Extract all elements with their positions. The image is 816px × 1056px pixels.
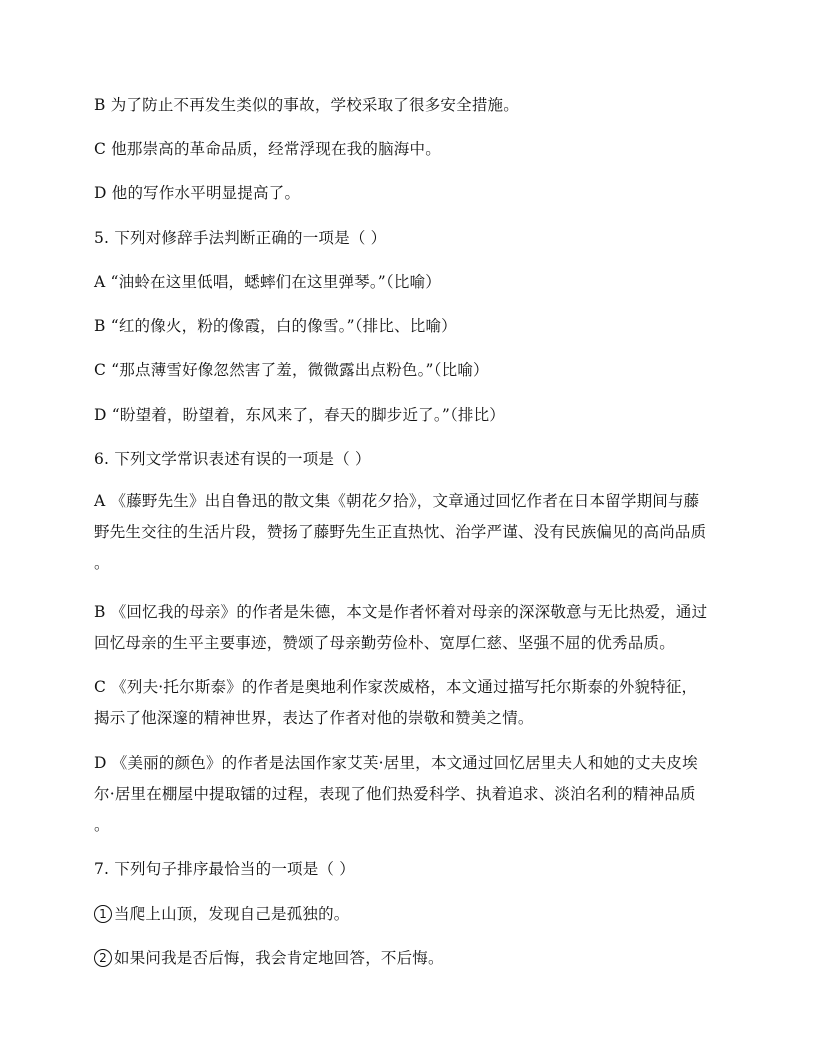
q5-option-d: D “盼望着，盼望着，东风来了，春天的脚步近了。”（排比） bbox=[94, 406, 506, 424]
q5-option-c: C “那点薄雪好像忽然害了羞，微微露出点粉色。”（比喻） bbox=[94, 361, 489, 379]
q6-option-d bbox=[94, 748, 720, 841]
q6-option-c-line-1: C 《列夫·托尔斯泰》的作者是奥地利作家茨威格，本文通过描写托尔斯泰的外貌特征， bbox=[94, 678, 698, 696]
q6-option-a-line-1: A 《藤野先生》出自鲁迅的散文集《朝花夕拾》，文章通过回忆作者在日本留学期间与藤 bbox=[94, 492, 700, 510]
q4-option-d: D 他的写作水平明显提高了。 bbox=[94, 184, 301, 202]
q6-option-b-line-2: 回忆母亲的生平主要事迹，赞颂了母亲勤劳俭朴、宽厚仁慈、坚强不屈的优秀品质。 bbox=[94, 634, 675, 652]
q6-option-d-line-2: 尔·居里在棚屋中提取镭的过程，表现了他们热爱科学、执着追求、淡泊名利的精神品质 bbox=[94, 785, 696, 803]
q5-stem: 5. 下列对修辞手法判断正确的一项是（ ） bbox=[94, 229, 387, 247]
q4-option-c: C 他那崇高的革命品质，经常浮现在我的脑海中。 bbox=[94, 140, 441, 158]
q5-option-b: B “红的像火，粉的像霞，白的像雪。”（排比、比喻） bbox=[94, 317, 457, 335]
q6-option-a-line-3: 。 bbox=[94, 554, 110, 572]
q6-option-a-line-2: 野先生交往的生活片段，赞扬了藤野先生正直热忱、治学严谨、没有民族偏见的高尚品质 bbox=[94, 523, 707, 541]
q6-option-c bbox=[94, 672, 720, 734]
q7-sentence-2 bbox=[94, 947, 734, 969]
q6-option-c-line-2: 揭示了他深邃的精神世界，表达了作者对他的崇敬和赞美之情。 bbox=[94, 709, 534, 727]
q4-option-b: B 为了防止不再发生类似的事故，学校采取了很多安全措施。 bbox=[94, 96, 519, 114]
q5-option-a: A “油蛉在这里低唱，蟋蟀们在这里弹琴。”（比喻） bbox=[94, 273, 441, 291]
q6-option-a bbox=[94, 486, 720, 579]
sentence-number-badge: 1 bbox=[94, 905, 112, 923]
q7-sentence-2-text: 如果问我是否后悔，我会肯定地回答，不后悔。 bbox=[114, 949, 444, 967]
q7-sentence-1 bbox=[94, 903, 734, 925]
q6-option-d-line-3: 。 bbox=[94, 816, 110, 834]
q6-option-b bbox=[94, 597, 720, 659]
q7-stem: 7. 下列句子排序最恰当的一项是（ ） bbox=[94, 860, 355, 878]
q7-sentence-1-text: 当爬上山顶，发现自己是孤独的。 bbox=[114, 905, 350, 923]
sentence-number-badge: 2 bbox=[94, 949, 112, 967]
q6-option-d-line-1: D 《美丽的颜色》的作者是法国作家艾芙·居里，本文通过回忆居里夫人和她的丈夫皮埃 bbox=[94, 754, 698, 772]
q6-option-b-line-1: B 《回忆我的母亲》的作者是朱德，本文是作者怀着对母亲的深深敬意与无比热爱，通过 bbox=[94, 603, 708, 621]
q6-stem: 6. 下列文学常识表述有误的一项是（ ） bbox=[94, 450, 371, 468]
